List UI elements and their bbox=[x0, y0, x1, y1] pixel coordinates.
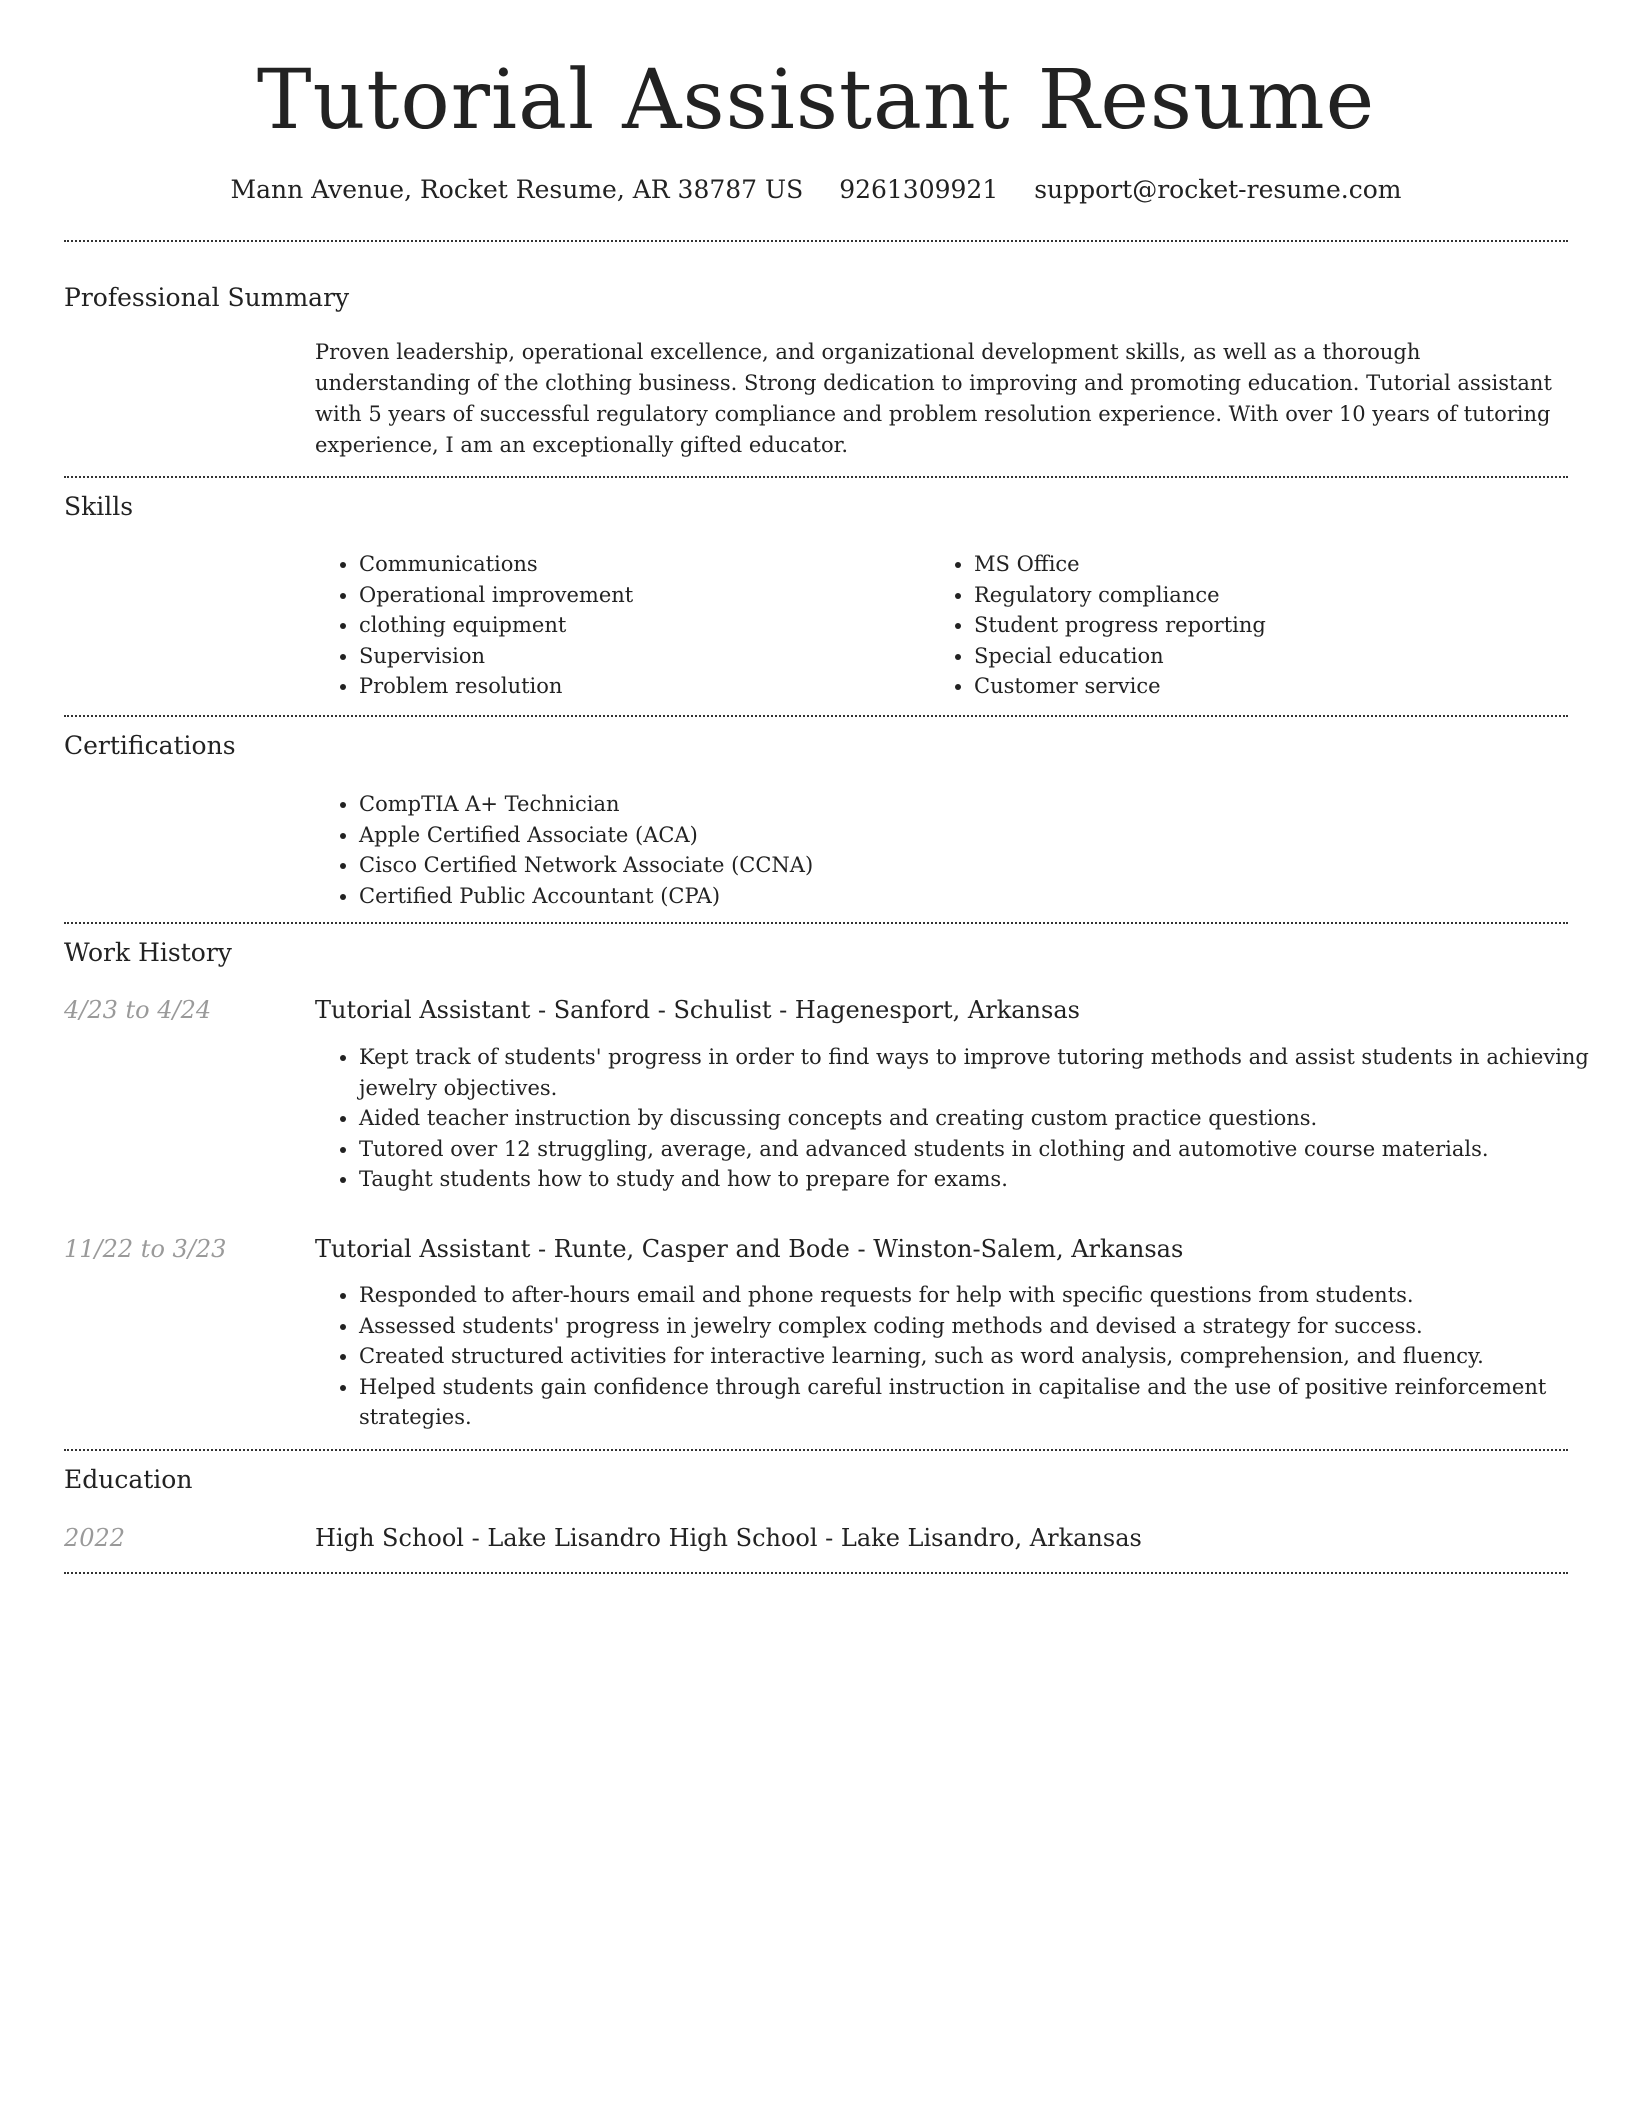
job-dates: 4/23 to 4/24 bbox=[64, 996, 212, 1024]
section-divider bbox=[64, 1572, 1568, 1574]
job-bullet: • Responded to after-hours email and phone requests for help with specific questions from students. bbox=[359, 1280, 1612, 1311]
job-bullet: • Assessed students' progress in jewelry complex coding methods and devised a strategy for success. bbox=[359, 1311, 1612, 1342]
certifications-list bbox=[315, 789, 1559, 911]
skill-item: • Customer service bbox=[974, 671, 1574, 702]
contact-email: support@rocket-resume.com bbox=[1034, 175, 1402, 204]
skill-item: • Student progress reporting bbox=[974, 610, 1574, 641]
contact-line bbox=[0, 170, 1632, 210]
resume-title: Tutorial Assistant Resume bbox=[256, 53, 1376, 148]
skill-item: • Regulatory compliance bbox=[974, 580, 1574, 611]
certification-item: • CompTIA A+ Technician bbox=[359, 789, 1559, 820]
job-bullets bbox=[315, 1042, 1612, 1195]
work-history-heading: Work History bbox=[64, 938, 232, 967]
job-dates: 11/22 to 3/23 bbox=[64, 1235, 227, 1263]
skill-item: • Supervision bbox=[359, 641, 919, 672]
job-bullet: • Taught students how to study and how to prepare for exams. bbox=[359, 1164, 1612, 1195]
certifications-heading: Certifications bbox=[64, 731, 236, 760]
education-title: High School - Lake Lisandro High School - Lake Lisandro, Arkansas bbox=[315, 1524, 1142, 1552]
summary-heading: Professional Summary bbox=[64, 283, 350, 312]
section-divider bbox=[64, 476, 1568, 478]
section-divider bbox=[64, 1449, 1568, 1451]
section-divider bbox=[64, 240, 1568, 242]
skill-item: • Communications bbox=[359, 549, 919, 580]
skills-list-left bbox=[315, 549, 919, 702]
job-bullet: • Aided teacher instruction by discussing concepts and creating custom practice questions. bbox=[359, 1103, 1612, 1134]
job-bullet: • Created structured activities for interactive learning, such as word analysis, comprehension, and fluency. bbox=[359, 1341, 1612, 1372]
summary-text: Proven leadership, operational excellence, and organizational development skills, as well as a thorough understanding of the clothing business. Strong dedication to improving and promoting education. Tutorial assistant with 5 years of successful regulatory compliance and problem resolution experience. With over 10 years of tutoring experience, I am an exceptionally gifted educator. bbox=[315, 340, 1552, 457]
job-title: Tutorial Assistant - Runte, Casper and Bode - Winston-Salem, Arkansas bbox=[315, 1235, 1184, 1263]
contact-address: Mann Avenue, Rocket Resume, AR 38787 US bbox=[230, 175, 804, 204]
skill-item: • Problem resolution bbox=[359, 671, 919, 702]
skill-item: • MS Office bbox=[974, 549, 1574, 580]
skills-list-right bbox=[930, 549, 1574, 702]
job-bullets bbox=[315, 1280, 1612, 1433]
section-divider bbox=[64, 715, 1568, 717]
skills-heading: Skills bbox=[64, 492, 134, 521]
education-year: 2022 bbox=[64, 1524, 126, 1552]
skill-item: • Special education bbox=[974, 641, 1574, 672]
certification-item: • Apple Certified Associate (ACA) bbox=[359, 820, 1559, 851]
education-heading: Education bbox=[64, 1465, 193, 1494]
skill-item: • Operational improvement bbox=[359, 580, 919, 611]
job-bullet: • Tutored over 12 struggling, average, and advanced students in clothing and automotive course materials. bbox=[359, 1134, 1612, 1165]
job-bullet: • Helped students gain confidence through careful instruction in capitalise and the use of positive reinforcement strategies. bbox=[359, 1372, 1612, 1433]
job-title: Tutorial Assistant - Sanford - Schulist - Hagenesport, Arkansas bbox=[315, 996, 1080, 1024]
certification-item: • Certified Public Accountant (CPA) bbox=[359, 881, 1559, 912]
section-divider bbox=[64, 922, 1568, 924]
certification-item: • Cisco Certified Network Associate (CCNA) bbox=[359, 850, 1559, 881]
job-bullet: • Kept track of students' progress in order to find ways to improve tutoring methods and assist students in achieving jewelry objectives. bbox=[359, 1042, 1612, 1103]
contact-phone: 9261309921 bbox=[839, 175, 999, 204]
skill-item: • clothing equipment bbox=[359, 610, 919, 641]
